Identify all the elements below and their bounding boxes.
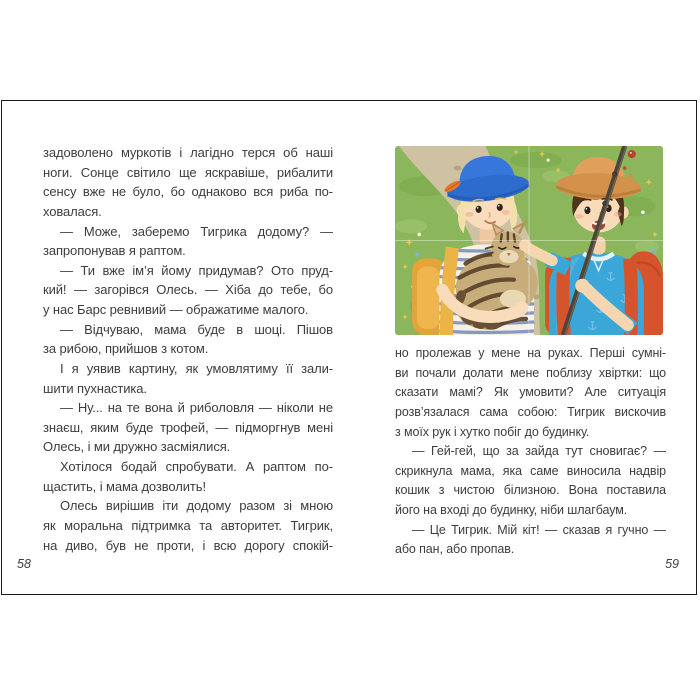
text-line: — Може, заберемо Тигрика додому? —	[60, 223, 333, 239]
text-line: або пан, або пропав.	[395, 542, 515, 557]
text-line: як моральна підтримка та авторитет. Тигрик,	[43, 517, 333, 533]
text-line: сенсу вже не було, бо однаково вся риба по-	[43, 184, 333, 200]
text-line: скрикнула мама, яка саме виносила надвір	[395, 463, 666, 478]
text-line: розв’язалася сама собою: Тигрик вискочив	[395, 404, 666, 419]
text-line: Олесь, і ми дружно засміялися.	[43, 439, 231, 455]
text-line: у нас Барс ревнивий — ображатиме малого.	[43, 302, 309, 317]
text-line: Хотілося бодай спробувати. А раптом по-	[60, 459, 333, 474]
text-line: кошик з чистою білизною. Вона поставила	[395, 483, 666, 498]
text-line: — Ну... на те вона й риболовля — ніколи не	[60, 400, 333, 416]
text-line: кий! — загорівся Олесь. — Хіба до тебе, бо	[43, 282, 333, 298]
story-illustration-two-boys-with-cat	[395, 146, 663, 335]
text-line: за рибою, прийшов з котом.	[43, 341, 209, 357]
text-line: ховалася.	[43, 203, 102, 219]
text-line: — Це Тигрик. Мій кіт! — сказав я гучно —	[412, 522, 666, 537]
text-line: знаєш, яким буде трофей, — підморгнув мені	[43, 419, 333, 435]
text-line: — Ти вже ім’я йому придумав? Ото пруд-	[60, 262, 333, 278]
text-line: — Відчуваю, мама буде в шоці. Пішов	[60, 321, 333, 337]
text-line: ноги. Сонце світило ще яскравіше, рибалити	[43, 164, 333, 180]
page-left-text	[43, 143, 333, 555]
text-line: — Гей-гей, що за зайда тут сновигає? —	[412, 444, 666, 459]
page-right-text	[395, 344, 666, 560]
text-line: ви почали долати мене поблизу хвіртки: що	[395, 365, 666, 380]
text-line: щастить, і мама дозволить!	[43, 478, 206, 494]
text-line: його на вході до будинку, ніби шлагбаум.	[395, 503, 628, 517]
text-line: на диво, був не проти, і всю дорогу спокій-	[43, 537, 333, 553]
bobber	[628, 150, 636, 158]
text-line: з моїх рук і хутко побіг до будинку.	[395, 424, 590, 439]
text-line: задоволено муркотів і лагідно терся об наші	[43, 145, 333, 160]
page-number-right: 59	[665, 557, 679, 571]
text-line: Олесь вирішив іти додому разом зі мною	[60, 498, 333, 514]
book-spread	[1, 100, 697, 595]
text-line: сказати мамі? Як умовити? Але ситуація	[395, 385, 666, 400]
text-line: І я уявив картину, як умовлятиму її зали-	[60, 360, 333, 376]
text-line: запропонував я раптом.	[43, 243, 186, 259]
text-line: но пролежав у мене на руках. Перші сумні-	[395, 346, 666, 360]
page-number-left: 58	[17, 557, 31, 571]
text-line: шити пухнастика.	[43, 380, 147, 396]
